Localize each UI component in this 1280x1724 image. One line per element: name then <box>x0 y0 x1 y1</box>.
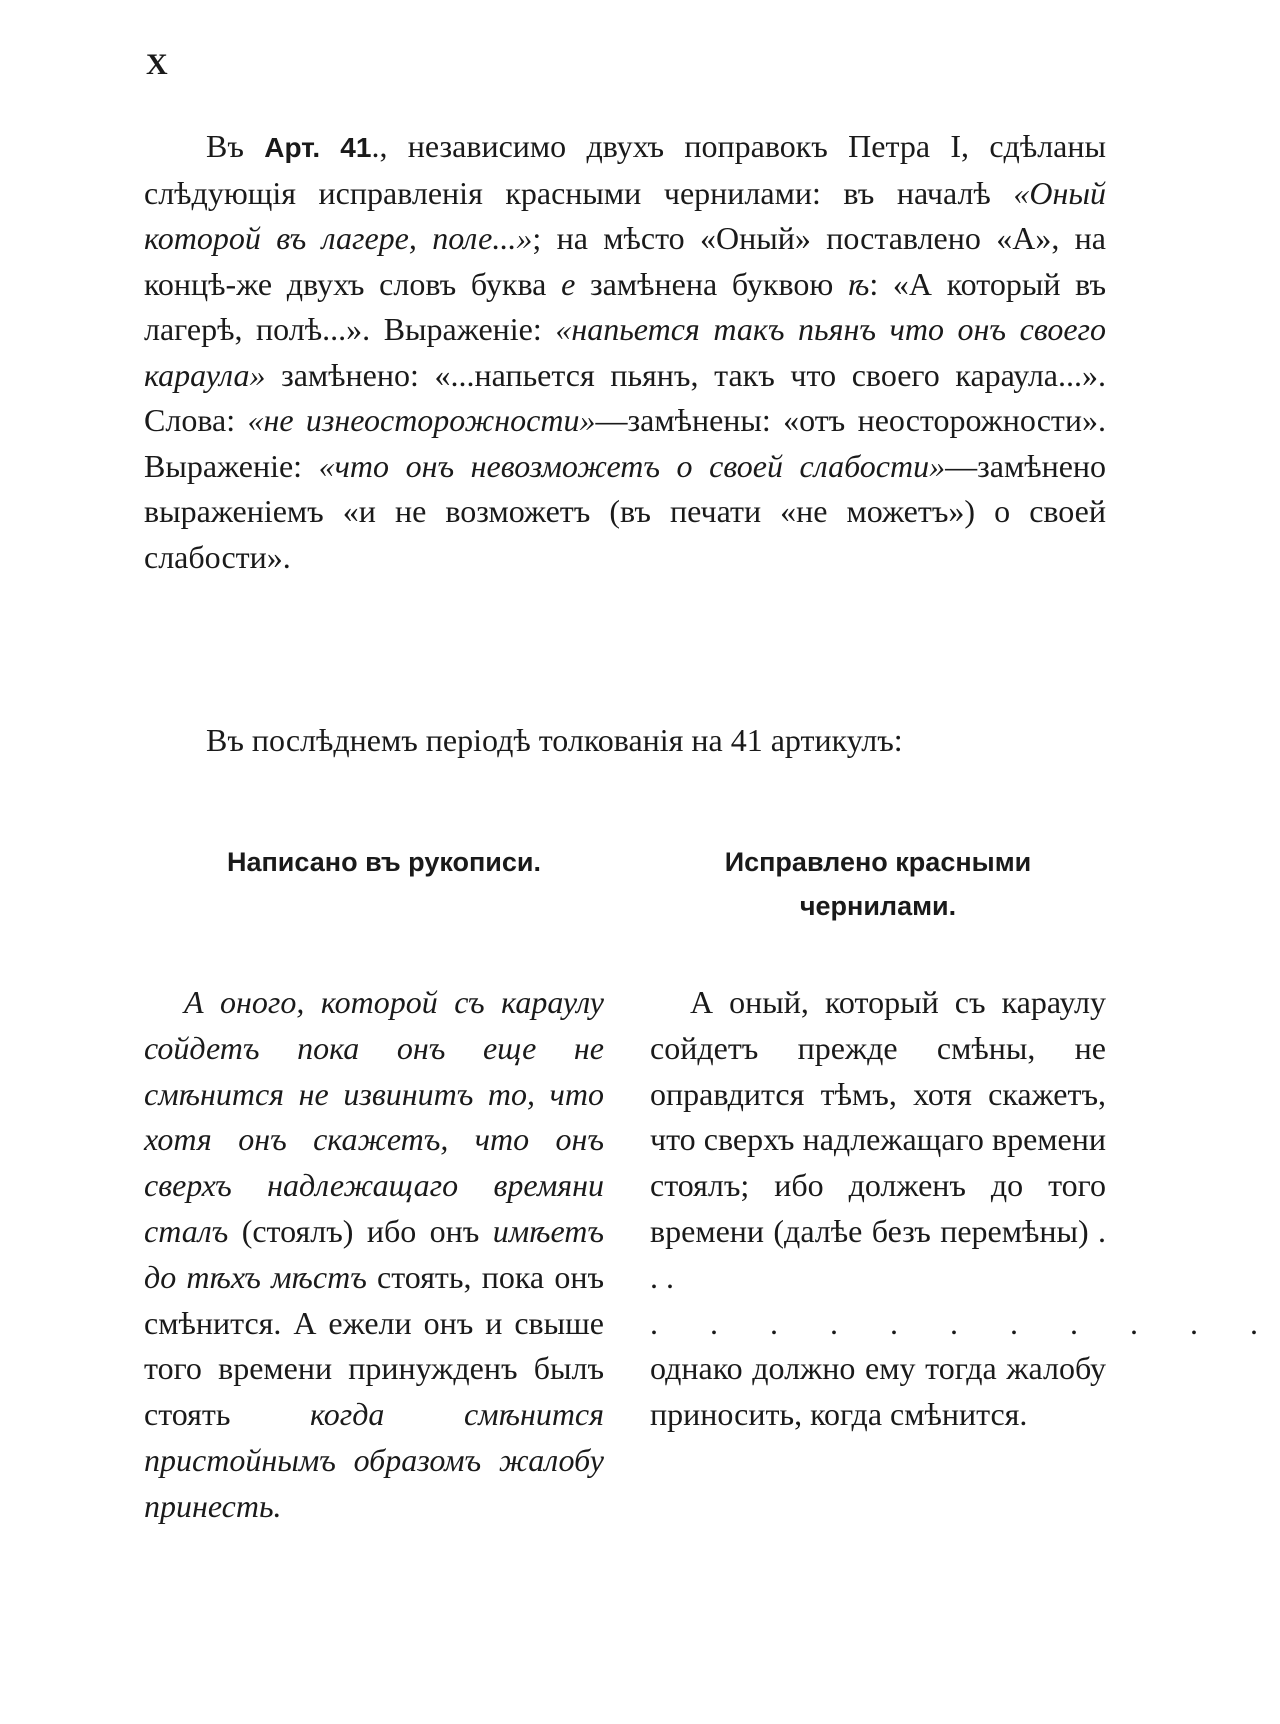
manuscript-text: когда смѣнится пристойнымъ образомъ жалобу принесть. <box>144 1396 604 1524</box>
left-column <box>144 840 604 1530</box>
intro-text: замѣнено: «...напьется пьянъ, такъ что своего караула...». Слова: <box>144 356 1106 438</box>
right-column <box>650 840 1280 1438</box>
intro-quote: «что онъ невозможетъ о своей слабости» <box>318 447 946 484</box>
intro-text: —замѣнены: «отъ неосторожности». Выраженіе: <box>144 402 1107 484</box>
intro-quote: «Оный которой въ лагере, поле...» <box>144 174 1106 256</box>
section-intro: Въ послѣднемъ періодѣ толкованія на 41 артикулъ: <box>206 722 903 758</box>
intro-quote: «не изнеосторожности» <box>247 402 596 438</box>
article-reference: Арт. 41 <box>264 132 372 163</box>
intro-letter: е <box>561 265 576 302</box>
intro-text: —замѣнено выраженіемъ «и не возможетъ (въ печати «не можетъ») о своей слабости». <box>144 447 1107 575</box>
intro-letter: ѣ <box>847 265 870 302</box>
intro-paragraph <box>144 124 1106 580</box>
intro-text: ; на мѣсто «Оный» поставлено «А», на концѣ-же двухъ словъ буква <box>144 220 1107 302</box>
intro-text: замѣнена буквою <box>575 265 848 302</box>
intro-quote: «напьется такъ пьянъ что онъ своего караула» <box>144 311 1107 393</box>
right-column-tail: однако должно ему тогда жалобу приносить, когда смѣнится. <box>650 1350 1106 1433</box>
right-column-text: А оный, который съ караулу сойдетъ прежде смѣны, не оправдится тѣмъ, хотя скажетъ, что сверхъ надлежащаго времени стоялъ; ибо долженъ до того времени (далѣе безъ перемѣны) . . . <box>650 984 1106 1295</box>
intro-text: Въ <box>206 128 265 164</box>
manuscript-text: А оного, которой съ караулу сойдетъ пока онъ еще не смѣнится не извинитъ то, что хотя онъ скажетъ, что онъ сверхъ надлежащаго времяни сталъ <box>144 984 604 1249</box>
manuscript-text: стоять, пока онъ смѣнится. А ежели онъ и свыше того времени принужденъ былъ стоять <box>144 1258 605 1433</box>
manuscript-text: (стоялъ) ибо онъ <box>228 1212 493 1249</box>
intro-text: : «А который въ лагерѣ, полѣ...». Выраженіе: <box>144 265 1107 347</box>
manuscript-text: имѣетъ до тѣхъ мѣстъ <box>144 1212 604 1295</box>
page-number: X <box>146 48 168 81</box>
right-column-heading: Исправлено красными чернилами. <box>724 847 1032 921</box>
left-column-text <box>144 980 604 1530</box>
intro-text: ., независимо двухъ поправокъ Петра I, сдѣланы слѣдующія исправленія красными чернилами: въ началѣ <box>144 128 1107 211</box>
left-column-heading: Написано въ рукописи. <box>226 847 542 877</box>
ellipsis-line: . . . . . . . . . . . <box>650 1304 1280 1341</box>
